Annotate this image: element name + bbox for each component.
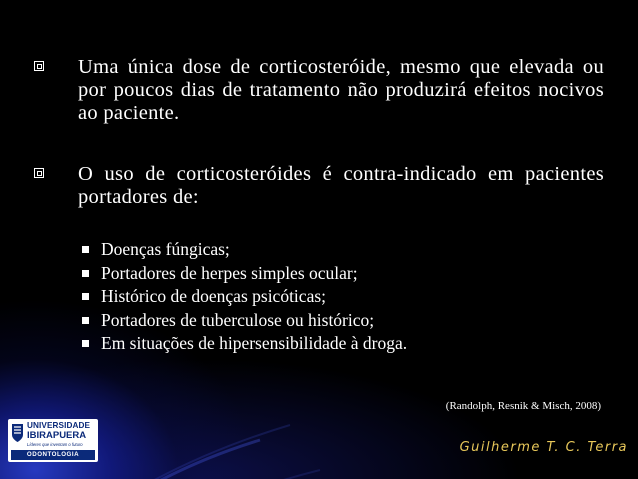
logo-line-2: IBIRAPUERA bbox=[27, 430, 87, 441]
list-item bbox=[82, 285, 407, 309]
contraindication-list bbox=[82, 238, 407, 356]
list-item bbox=[82, 262, 407, 286]
filled-square-icon bbox=[82, 246, 89, 253]
list-item-text: Em situações de hipersensibilidade à droga. bbox=[101, 333, 408, 353]
list-item-text: Histórico de doenças psicóticas; bbox=[101, 286, 327, 306]
university-logo bbox=[8, 419, 98, 462]
filled-square-icon bbox=[82, 270, 89, 277]
list-item bbox=[82, 332, 407, 356]
bullet-text: Uma única dose de corticosteróide, mesmo que elevada ou por poucos dias de tratamento não produzirá efeitos nocivos ao paciente. bbox=[78, 56, 604, 124]
hollow-square-icon bbox=[34, 61, 44, 71]
list-item-text: Portadores de herpes simples ocular; bbox=[101, 262, 358, 283]
filled-square-icon bbox=[82, 317, 89, 324]
author-signature: Guilherme T. C. Terra bbox=[459, 440, 628, 455]
list-item-text: Portadores de tuberculose ou histórico; bbox=[101, 309, 375, 330]
university-emblem-icon bbox=[11, 423, 24, 443]
list-item bbox=[82, 309, 407, 333]
bullet-text: O uso de corticosteróides é contra-indicado em pacientes portadores de: bbox=[78, 163, 604, 208]
filled-square-icon bbox=[82, 340, 89, 347]
logo-line-1: UNIVERSIDADE bbox=[27, 421, 91, 430]
bullet-item-single-dose bbox=[34, 56, 604, 125]
bullet-item-contraindication bbox=[34, 163, 604, 209]
list-item bbox=[82, 238, 407, 262]
filled-square-icon bbox=[82, 293, 89, 300]
hollow-square-icon bbox=[34, 168, 44, 178]
citation: (Randolph, Resnik & Misch, 2008) bbox=[445, 400, 601, 412]
logo-tagline: Líderes que inventam o futuro bbox=[27, 441, 83, 447]
logo-department: ODONTOLOGIA bbox=[11, 450, 95, 460]
list-item-text: Doenças fúngicas; bbox=[101, 239, 230, 259]
